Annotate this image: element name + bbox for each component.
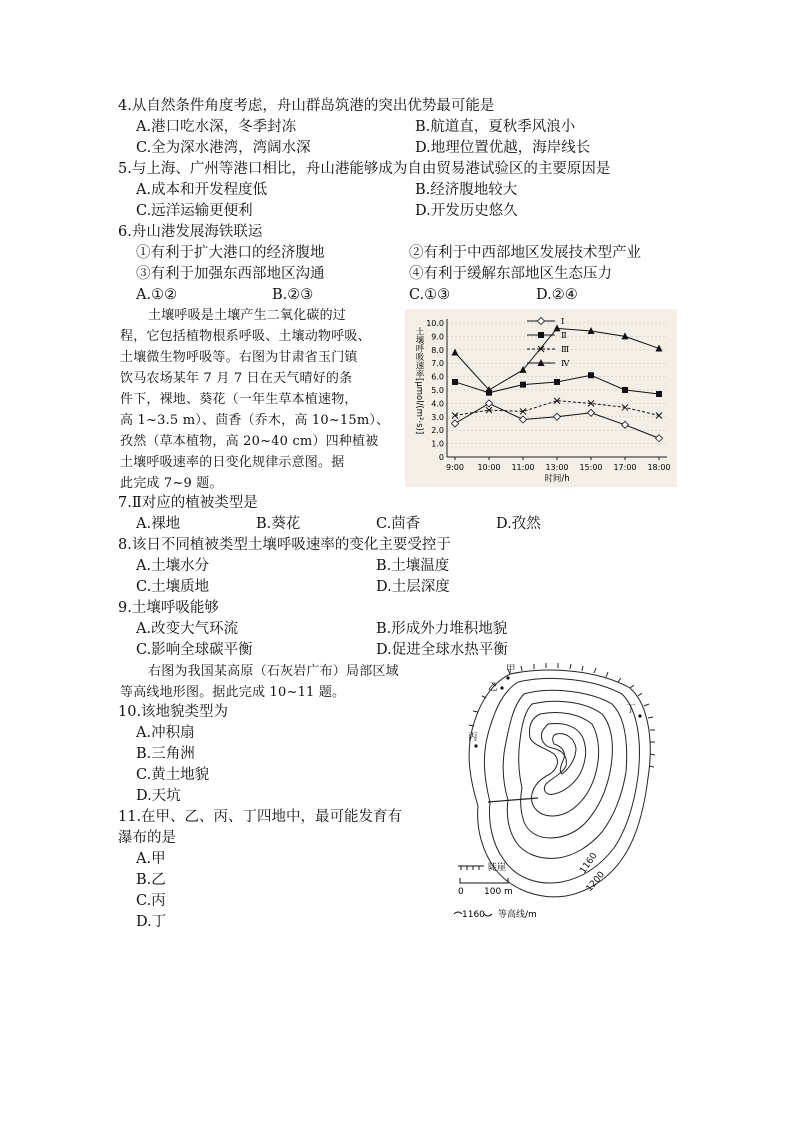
chart-y-tick-label: 0 xyxy=(438,453,444,462)
chart-data-point xyxy=(622,387,628,393)
chart-y-tick-label: 4.0 xyxy=(431,399,444,409)
scale-distance-label: 100 m xyxy=(484,887,513,897)
chart-legend-label: Ⅳ xyxy=(561,359,570,369)
map-label-yi: 乙 xyxy=(488,682,498,693)
passage1-line: 件下，裸地、葵花（一年生草本植速物， xyxy=(120,392,358,407)
q7-option-a: A.裸地 xyxy=(136,516,181,532)
q10-stem: 10.该地貌类型为 xyxy=(118,704,229,720)
chart-data-point xyxy=(520,382,526,388)
q4-option-c: C.全为深水港湾，湾阔水深 xyxy=(136,140,311,156)
chart-legend-label: Ⅱ xyxy=(561,331,567,341)
chart-data-point xyxy=(452,379,458,385)
q9-option-d: D.促进全球水热平衡 xyxy=(376,642,508,658)
chart-x-tick-label: 10:00 xyxy=(477,463,501,472)
q4-option-d: D.地理位置优越，海岸线长 xyxy=(415,140,591,156)
q10-option-b: B.三角洲 xyxy=(136,746,195,762)
passage1-line: 饮马农场某年 7 月 7 日在天气晴好的条 xyxy=(120,371,353,386)
chart-data-point xyxy=(656,391,662,397)
q9-option-b: B.形成外力堆积地貌 xyxy=(376,621,508,637)
contour-map xyxy=(448,660,658,925)
q11-stem-continued: 瀑布的是 xyxy=(118,830,176,846)
q7-option-b: B.葵花 xyxy=(256,516,301,532)
chart-x-tick-label: 11:00 xyxy=(511,463,535,472)
scale-bar xyxy=(460,878,508,883)
passage1-line: 土壤呼吸是土壤产生二氧化碳的过 xyxy=(148,308,347,323)
chart-y-tick-label: 7.0 xyxy=(431,359,444,369)
chart-legend-label: Ⅰ xyxy=(561,317,565,327)
chart-y-axis-label: 土壤呼吸速率[μmol/(m²·s)] xyxy=(414,327,424,435)
contour-legend-label: 等高线/m xyxy=(498,910,537,920)
q10-option-d: D.天坑 xyxy=(136,788,181,804)
q7-option-c: C.茴香 xyxy=(376,516,421,532)
chart-legend-label: Ⅲ xyxy=(561,345,570,355)
q8-option-a: A.土壤水分 xyxy=(136,558,210,574)
q7-stem: 7.Ⅱ对应的植被类型是 xyxy=(118,495,258,511)
q9-stem: 9.土壤呼吸能够 xyxy=(118,600,219,616)
q8-option-d: D.土层深度 xyxy=(376,579,450,595)
contour-legend-symbol xyxy=(454,912,462,914)
q6-option-a: A.①② xyxy=(136,287,178,303)
chart-x-tick-label: 15:00 xyxy=(579,463,603,472)
contour-legend-symbol-end xyxy=(484,914,492,916)
q5-option-d: D.开发历史悠久 xyxy=(415,203,518,219)
q11-option-d: D.丁 xyxy=(136,914,167,930)
chart-x-tick-label: 17:00 xyxy=(613,463,637,472)
q6-item-4: ④有利于缓解东部地区生态压力 xyxy=(409,266,612,282)
scale-zero-label: 0 xyxy=(458,887,464,897)
q8-stem: 8.该日不同植被类型土壤呼吸速率的变化主要受控于 xyxy=(118,537,451,553)
cliff-legend-symbol xyxy=(458,866,484,870)
passage1-line: 孜然（草本植物，高 20~40 cm）四种植被 xyxy=(120,434,379,449)
chart-x-tick-label: 18:00 xyxy=(647,463,671,472)
q9-option-c: C.影响全球碳平衡 xyxy=(136,642,253,658)
q6-item-1: ①有利于扩大港口的经济腹地 xyxy=(136,245,325,261)
map-point-bing xyxy=(474,744,477,747)
map-label-bing: 丙 xyxy=(468,732,478,743)
cliff-line xyxy=(488,798,538,802)
q4-option-b: B.航道直，夏秋季风浪小 xyxy=(415,119,576,135)
q6-option-d: D.②④ xyxy=(536,287,578,303)
cliff-legend-label: 陡崖 xyxy=(488,863,507,873)
q5-stem: 5.与上海、广州等港口相比，舟山港能够成为自由贸易港试验区的主要原因是 xyxy=(118,161,611,177)
q5-option-b: B.经济腹地较大 xyxy=(415,182,518,198)
soil-respiration-chart xyxy=(405,309,677,487)
chart-y-tick-label: 5.0 xyxy=(431,386,444,395)
map-label-ding: 丁 xyxy=(626,704,636,715)
chart-y-tick-label: 3.0 xyxy=(431,412,444,422)
chart-legend-marker xyxy=(538,332,544,338)
q9-option-a: A.改变大气环流 xyxy=(136,621,239,637)
chart-y-tick-label: 6.0 xyxy=(431,372,444,382)
q6-item-2: ②有利于中西部地区发展技术型产业 xyxy=(409,245,641,261)
contour-line xyxy=(503,690,626,858)
q6-stem: 6.舟山港发展海铁联运 xyxy=(118,224,263,240)
q11-stem: 11.在甲、乙、丙、丁四地中，最可能发育有 xyxy=(118,809,403,825)
chart-data-point xyxy=(554,379,560,385)
map-label-jia: 甲 xyxy=(506,664,516,675)
contour-line xyxy=(519,701,613,838)
map-point-yi xyxy=(500,686,503,689)
chart-y-tick-label: 10.0 xyxy=(426,319,444,328)
q4-option-a: A.港口吃水深，冬季封冻 xyxy=(136,119,297,135)
map-point-ding xyxy=(638,714,641,717)
q5-option-c: C.远洋运输更便利 xyxy=(136,203,253,219)
contour-line xyxy=(529,712,598,816)
q6-item-3: ③有利于加强东西部地区沟通 xyxy=(136,266,325,282)
contour-legend-value: 1160 xyxy=(462,910,485,920)
q4-stem: 4.从自然条件角度考虑，舟山群岛筑港的突出优势最可能是 xyxy=(118,98,495,114)
q11-option-b: B.乙 xyxy=(136,872,166,888)
passage2-line: 等高线地形图。据此完成 10~11 题。 xyxy=(120,685,346,700)
q8-option-c: C.土壤质地 xyxy=(136,579,210,595)
passage1-line: 高 1~3.5 m）、茴香（乔木，高 10~15m）、 xyxy=(120,413,390,428)
q10-option-c: C.黄土地貌 xyxy=(136,767,210,783)
map-point-jia xyxy=(506,676,509,679)
q11-option-c: C.丙 xyxy=(136,893,166,909)
contour-label-1160: 1160 xyxy=(578,851,600,876)
chart-y-tick-label: 9.0 xyxy=(431,332,444,342)
chart-x-tick-label: 13:00 xyxy=(545,463,569,472)
q10-option-a: A.冲积扇 xyxy=(136,725,195,741)
q7-option-d: D.孜然 xyxy=(496,516,541,532)
chart-x-tick-label: 9:00 xyxy=(446,463,464,472)
chart-y-tick-label: 8.0 xyxy=(431,345,444,355)
q11-option-a: A.甲 xyxy=(136,851,166,867)
contour-label-1200: 1200 xyxy=(584,869,608,894)
q6-option-c: C.①③ xyxy=(409,287,451,303)
passage1-line: 此完成 7~9 题。 xyxy=(120,476,223,491)
passage1-line: 土壤微生物呼吸等。右图为甘肃省玉门镇 xyxy=(120,350,358,365)
passage1-line: 土壤呼吸速率的日变化规律示意图。据 xyxy=(120,455,345,470)
q6-option-b: B.②③ xyxy=(272,287,314,303)
chart-x-axis-label: 时间/h xyxy=(544,474,570,484)
q5-option-a: A.成本和开发程度低 xyxy=(136,182,268,198)
passage2-line: 右图为我国某高原（石灰岩广布）局部区域 xyxy=(148,664,399,679)
passage1-line: 程，它包括植物根系呼吸、土壤动物呼吸、 xyxy=(120,329,371,344)
chart-y-tick-label: 2.0 xyxy=(431,426,444,436)
q8-option-b: B.土壤温度 xyxy=(376,558,450,574)
chart-y-tick-label: 1.0 xyxy=(431,439,444,449)
chart-data-point xyxy=(588,372,594,378)
